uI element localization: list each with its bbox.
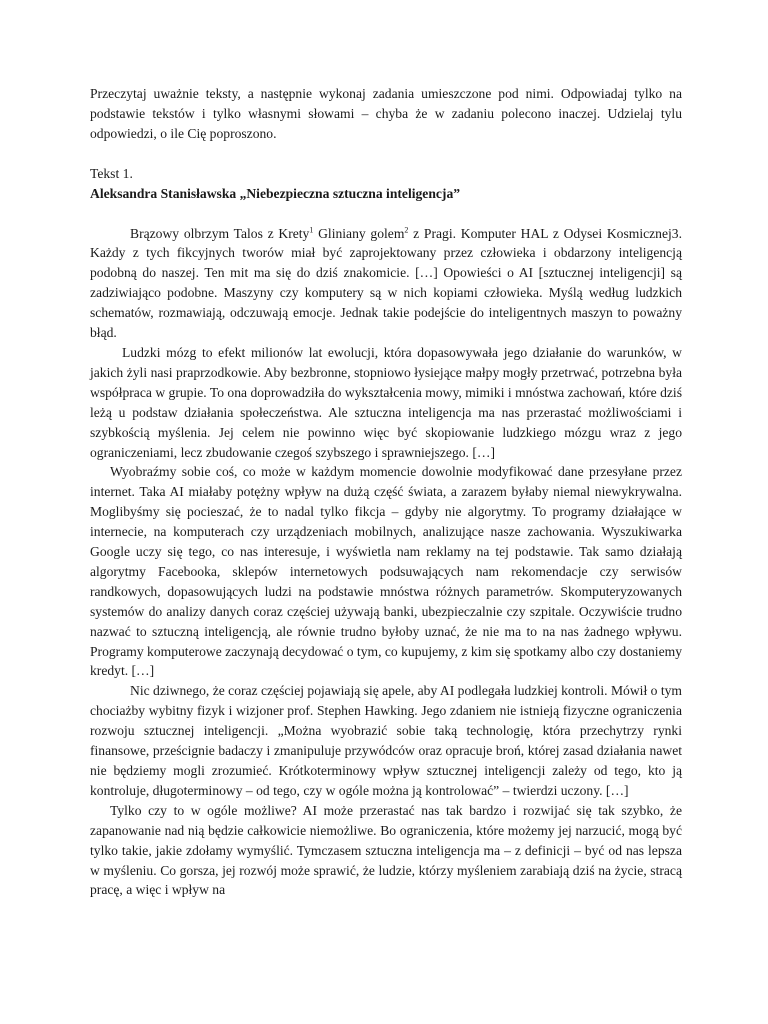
paragraph-1-part-1: Brązowy olbrzym Talos z Krety [130,225,310,241]
footnote-marker-2: 2 [404,225,409,234]
document-page [90,84,682,900]
instructions-paragraph: Przeczytaj uważnie teksty, a następnie wykonaj zadania umieszczone pod nimi. Odpowiadaj tylko na podstawie tekstów i tylko własnymi słowami – chyba że w zadaniu polecono inaczej. Udzielaj tylu odpowiedzi, o ile Cię poproszono. [90,86,682,141]
article-paragraph-1 [90,224,682,343]
article-heading: Aleksandra Stanisławska „Niebezpieczna sztuczna inteligencja” [90,185,461,201]
paragraph-1-part-2: Gliniany golem [313,225,405,241]
article-paragraph-2: Ludzki mózg to efekt milionów lat ewolucji, która dopasowywała jego działanie do warunków, w jakich żyli nasi praprzodkowie. Aby bezbronne, stopniowo łysiejące małpy mogły przetrwać, potrzebna była współpraca w grupie. To ona doprowadziła do wykształcenia mowy, mimiki i mnóstwa zachowań, które dziś leżą u podstaw działania społeczeństwa. Ale sztuczna inteligencja ma nas przerastać możliwościami i szybkością myślenia. Jej celem nie powinno więc być skopiowanie ludzkiego mózgu wraz z jego ograniczeniami, lecz zbudowanie czegoś szybszego i sprawniejszego. […] [90,344,682,460]
text-number-label: Tekst 1. [90,165,133,181]
article-paragraph-4: Nic dziwnego, że coraz częściej pojawiają się apele, aby AI podlegała ludzkiej kontroli. Mówił o tym chociażby wybitny fizyk i wizjoner prof. Stephen Hawking. Jego zdaniem nie istnieją fizyczne ograniczenia rozwoju sztucznej inteligencji. „Można wyobrazić sobie taką technologię, która przechytrzy rynki finansowe, prześcignie badaczy i zmanipuluje przywódców oraz opracuje broń, której zasad działania nawet nie będziemy mogli zrozumieć. Krótkoterminowy wpływ sztucznej inteligencji zależy od tego, kto ją kontroluje, długoterminowy – od tego, czy w ogóle można ją kontrolować” – twierdzi uczony. […] [90,683,682,798]
article-paragraph-5: Tylko czy to w ogóle możliwe? AI może przerastać nas tak bardzo i rozwijać się tak szybko, że zapanowanie nad nią będzie całkowicie niemożliwe. Bo ograniczenia, które możemy jej narzucić, mogą być tylko takie, jakie zdołamy wymyślić. Tymczasem sztuczna inteligencja ma – z definicji – być od nas lepsza w myśleniu. Co gorsza, jej rozwój może sprawić, że ludzie, którzy myśleniem zarabiają dziś na życie, stracą pracę, a więc i wpływ na [90,802,682,898]
footnote-marker-1: 1 [309,225,314,234]
paragraph-1-part-3: z Pragi. Komputer HAL z Odysei Kosmicznej3. Każdy z tych fikcyjnych tworów miał być zaprojektowany przez człowieka i obdarzony inteligencją podobną do naszej. Ten mit ma się do dziś znakomicie. […] Opowieści o AI [sztucznej inteligencji] są zadziwiająco podobne. Maszyny czy komputery są w nich kopiami człowieka. Myślą według ludzkich schematów, rozmawiają, odczuwają emocje. Jednak takie podejście do inteligentnych maszyn to poważny błąd. [90,225,682,341]
article-paragraph-3: Wyobraźmy sobie coś, co może w każdym momencie dowolnie modyfikować dane przesyłane przez internet. Taka AI miałaby potężny wpływ na dużą część świata, a zarazem byłaby niemal niewykrywalna. Moglibyśmy się pocieszać, że to nadal tylko fikcja – gdyby nie algorytmy. To programy działające w internecie, na komputerach czy urządzeniach mobilnych, analizujące nasze zachowania. Wyszukiwarka Google uczy się tego, co nas interesuje, i wyświetla nam reklamy na tej podstawie. Tak samo działają algorytmy Facebooka, sklepów internetowych podsuwających nam rekomendacje czy serwisów randkowych, dopasowujących ludzi na podstawie mnóstwa różnych parametrów. Skomputeryzowanych systemów do analizy danych coraz częściej używają banki, ubezpieczalnie czy szpitale. Oczywiście trudno nazwać to sztuczną inteligencją, ale równie trudno byłoby uznać, że nie ma to na nas żadnego wpływu. Programy komputerowe zaczynają decydować o tym, co kupujemy, z kim się spotkamy albo czy dostaniemy kredyt. […] [90,464,682,679]
